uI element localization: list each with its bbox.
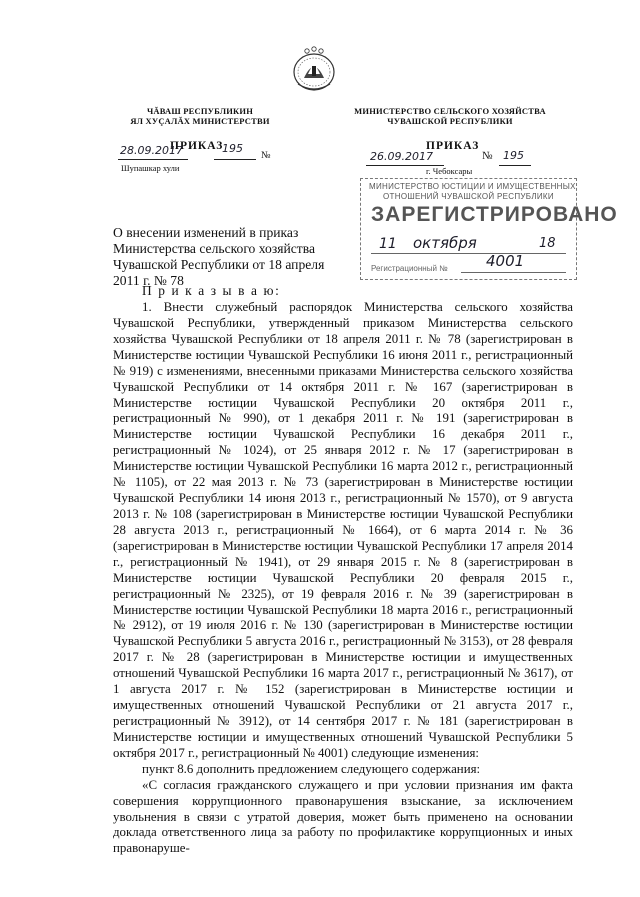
- paragraph-1: 1. Внести служебный распорядок Министерства сельского хозяйства Чувашской Республики, утвержденный приказом Министерства сельского хозяйства Чувашской Республики от 18 апреля 2011 г. № 78 (зарегистрирован в Министерстве юстиции Чувашской Республики 16 июня 2011 г., регистрационный № 919) с изменениями, внесенными приказами Министерства сельского хозяйства Чувашской Республики от 14 октября 2011 г. № 167 (зарегистрирован в Министерстве юстиции Чувашской Республики 20 октября 2011 г., регистрационный № 990), от 1 декабря 2011 г. № 191 (зарегистрирован в Министерстве юстиции Чувашской Республики 16 декабря 2011 г., регистрационный № 1024), от 25 января 2012 г. № 17 (зарегистрирован в Министерстве юстиции Чувашской Республики 16 марта 2012 г., регистрационный № 1105), от 22 мая 2013 г. № 73 (зарегистрирован в Министерстве юстиции Чувашской Республики 14 июня 2013 г., регистрационный № 1570), от 9 августа 2013 г. № 108 (зарегистрирован в Министерстве юстиции Чувашской Республики 28 августа 2013 г., регистрационный № 1664), от 6 марта 2014 г. № 36 (зарегистрирован в Министерстве юстиции Чувашской Республики 17 апреля 2014 г., регистрационный № 1941), от 29 января 2015 г. № 8 (зарегистрирован в Министерстве юстиции Чувашской Республики 20 февраля 2015 г., регистрационный № 2325), от 19 февраля 2016 г. № 39 (зарегистрирован в Министерстве юстиции Чувашской Республики 18 марта 2016 г., регистрационный № 2912), от 19 июля 2016 г. № 130 (зарегистрирован в Министерстве юстиции Чувашской Республики 5 августа 2016 г., регистрационный № 3153), от 28 февраля 2017 г. № 28 (зарегистрирован в Министерстве юстиции и имущественных отношений Чувашской Республики 16 марта 2017 г., регистрационный № 3617), от 1 августа 2017 г. № 152 (зарегистрирован в Министерстве юстиции и имущественных отношений Чувашской Республики от 21 августа 2017 г., регистрационный № 3912), от 14 сентября 2017 г. № 181 (зарегистрирован в Министерстве юстиции и имущественных отношений Чувашской Республики 5 октября 2017 г., регистрационный № 4001) следующие изменения:: [113, 300, 573, 760]
- left-org-line-1: ЧĂВАШ РЕСПУБЛИКИН: [146, 106, 254, 116]
- stamp-date-year: 18: [539, 236, 556, 251]
- right-org-line-1: МИНИСТЕРСТВО СЕЛЬСКОГО ХОЗЯЙСТВА: [354, 106, 546, 116]
- stamp-date-month: октября: [413, 234, 477, 252]
- right-date: 26.09.2017: [370, 150, 433, 163]
- stamp-date-day: 11: [379, 236, 397, 252]
- stamp-line-2: ОТНОШЕНИЙ ЧУВАШСКОЙ РЕСПУБЛИКИ: [383, 192, 554, 201]
- coat-of-arms-emblem: [292, 44, 336, 92]
- left-org-line-2: ЯЛ ХУÇАЛĂХ МИНИСТЕРСТВИ: [130, 116, 270, 126]
- paragraph-3: «С согласия гражданского служащего и при условии признания им факта совершения коррупционного правонарушения взыскание, за исключением увольнения в связи с утратой доверия, может быть применено на основании доклада ответственного лица за работу по профилактике коррупционных и иных правонаруше-: [113, 777, 573, 856]
- left-number-sign: №: [261, 150, 271, 161]
- left-date: 28.09.2017: [120, 144, 183, 157]
- left-prikaz-heading: ПРИКАЗ: [170, 140, 224, 152]
- right-number: 195: [503, 149, 524, 162]
- prikazyvayu-heading: П р и к а з ы в а ю:: [142, 283, 281, 298]
- right-org-line-2: ЧУВАШСКОЙ РЕСПУБЛИКИ: [387, 116, 513, 126]
- document-title: О внесении изменений в приказ Министерства сельского хозяйства Чувашской Республики от 18 апреля 2011 г. № 78: [113, 225, 325, 288]
- stamp-date-line: [371, 253, 566, 254]
- right-number-sign: №: [482, 150, 493, 162]
- paragraph-2: пункт 8.6 дополнить предложением следующего содержания:: [142, 761, 481, 776]
- right-prikaz-heading: ПРИКАЗ: [426, 140, 480, 152]
- right-city: г. Чебоксары: [426, 166, 473, 176]
- stamp-reg-number: 4001: [486, 252, 525, 270]
- left-number: 195: [222, 142, 243, 155]
- left-city: Шупашкар хули: [121, 163, 180, 173]
- stamp-reg-label: Регистрационный №: [371, 264, 448, 273]
- right-org-name: [350, 106, 550, 126]
- stamp-registered: ЗАРЕГИСТРИРОВАНО: [371, 203, 618, 226]
- stamp-line-1: МИНИСТЕРСТВО ЮСТИЦИИ И ИМУЩЕСТВЕННЫХ: [369, 182, 576, 191]
- document-body: [113, 300, 573, 857]
- registration-stamp: [360, 178, 618, 280]
- left-org-name: [105, 106, 295, 126]
- stamp-reg-line: [461, 272, 566, 273]
